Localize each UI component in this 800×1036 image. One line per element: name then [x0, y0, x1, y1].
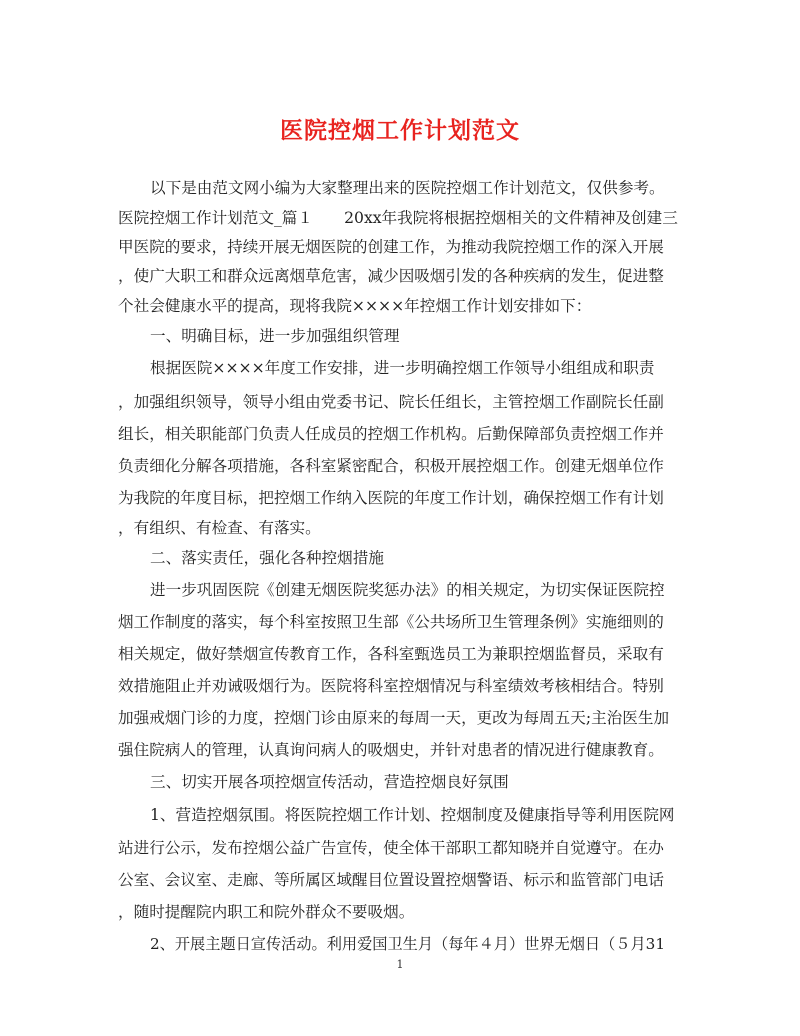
body-line: 烟工作制度的落实，每个科室按照卫生部《公共场所卫生管理条例》实施细则的 — [118, 613, 664, 631]
body-line: 加强戒烟门诊的力度，控烟门诊由原来的每周一天，更改为每周五天;主治医生加 — [118, 709, 670, 727]
body-line: 根据医院××××年度工作安排，进一步明确控烟工作领导小组组成和职责 — [150, 359, 655, 377]
body-line: 以下是由范文网小编为大家整理出来的医院控烟工作计划范文，仅供参考。 — [150, 179, 665, 197]
section-heading: 二、落实责任，强化各种控烟措施 — [150, 549, 384, 567]
section-heading: 一、明确目标，进一步加强组织管理 — [150, 327, 400, 345]
body-line: 1、营造控烟氛围。将医院控烟工作计划、控烟制度及健康指导等利用医院网 — [150, 806, 675, 824]
body-line: 个社会健康水平的提高，现将我院××××年控烟工作计划安排如下： — [118, 297, 592, 315]
body-line: ，加强组织领导，领导小组由党委书记、院长任组长，主管控烟工作副院长任副 — [118, 393, 664, 411]
body-line: ，使广大职工和群众远离烟草危害，减少因吸烟引发的各种疾病的发生，促进整 — [118, 267, 664, 285]
body-line: 相关规定，做好禁烟宣传教育工作，各科室甄选员工为兼职控烟监督员，采取有 — [118, 645, 664, 663]
body-line: 医院控烟工作计划范文_篇１ 20xx年我院将根据控烟相关的文件精神及创建三 — [118, 209, 678, 227]
body-line: ，随时提醒院内职工和院外群众不要吸烟。 — [118, 903, 415, 921]
body-line: 甲医院的要求，持续开展无烟医院的创建工作，为推动我院控烟工作的深入开展 — [118, 238, 664, 256]
body-line: 进一步巩固医院《创建无烟医院奖惩办法》的相关规定，为切实保证医院控 — [150, 581, 665, 599]
body-line: 组长，相关职能部门负责人任成员的控烟工作机构。后勤保障部负责控烟工作并 — [118, 425, 664, 443]
body-line: 公室、会议室、走廊、等所属区域醒目位置设置控烟警语、标示和监管部门电话 — [118, 871, 664, 889]
body-line: 2、开展主题日宣传活动。利用爱国卫生月（每年４月）世界无烟日（５月31 — [150, 935, 665, 953]
body-line: 强住院病人的管理，认真询问病人的吸烟史，并针对患者的情况进行健康教育。 — [118, 741, 664, 759]
body-line: 站进行公示，发布控烟公益广告宣传，使全体干部职工都知晓并自觉遵守。在办 — [118, 839, 664, 857]
document-title: 医院控烟工作计划范文 — [280, 117, 520, 144]
body-line: ，有组织、有检查、有落实。 — [118, 519, 321, 537]
body-line: 负责细化分解各项措施，各科室紧密配合，积极开展控烟工作。创建无烟单位作 — [118, 457, 664, 475]
body-line: 效措施阻止并劝诫吸烟行为。医院将科室控烟情况与科室绩效考核相结合。特别 — [118, 677, 664, 695]
body-line: 为我院的年度目标，把控烟工作纳入医院的年度工作计划，确保控烟工作有计划 — [118, 489, 664, 507]
section-heading: 三、切实开展各项控烟宣传活动，营造控烟良好氛围 — [150, 773, 509, 791]
page-number: 1 — [396, 958, 404, 971]
